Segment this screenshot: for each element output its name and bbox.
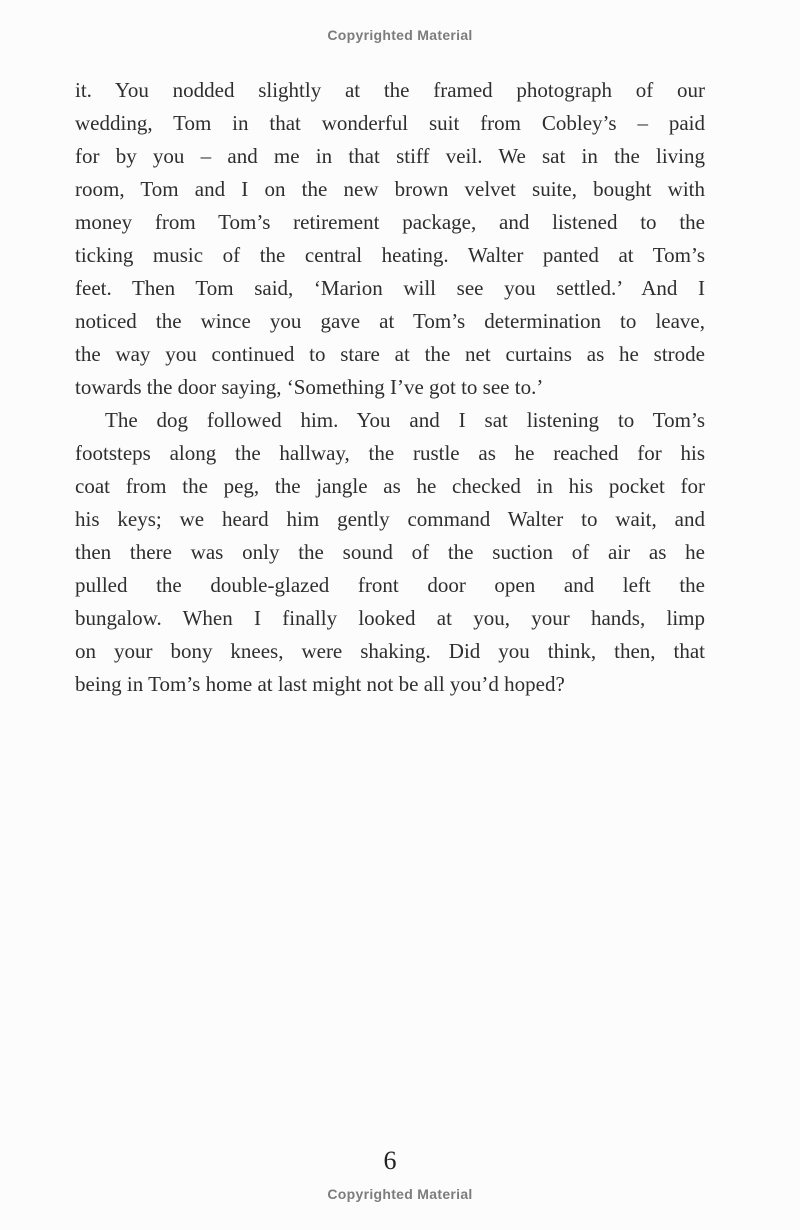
copyright-notice-bottom: Copyrighted Material: [327, 1186, 473, 1202]
paragraph: [75, 404, 705, 701]
text-line: being in Tom’s home at last might not be all you’d hoped?: [75, 672, 565, 696]
text-line: bungalow. When I finally looked at you, your hands, limp: [75, 606, 705, 630]
text-line: room, Tom and I on the new brown velvet suite, bought with: [75, 177, 705, 201]
text-line: ticking music of the central heating. Walter panted at Tom’s: [75, 243, 705, 267]
text-line: noticed the wince you gave at Tom’s determination to leave,: [75, 309, 705, 333]
text-line: footsteps along the hallway, the rustle as he reached for his: [75, 441, 705, 465]
text-line: it. You nodded slightly at the framed photograph of our: [75, 78, 705, 102]
text-line: his keys; we heard him gently command Walter to wait, and: [75, 507, 705, 531]
copyright-notice-top: Copyrighted Material: [327, 27, 473, 43]
text-line: the way you continued to stare at the net curtains as he strode: [75, 342, 705, 366]
text-line: for by you – and me in that stiff veil. We sat in the living: [75, 144, 705, 168]
text-line: pulled the double-glazed front door open and left the: [75, 573, 705, 597]
text-line: money from Tom’s retirement package, and listened to the: [75, 210, 705, 234]
page-number: 6: [383, 1146, 397, 1175]
text-line: then there was only the sound of the suction of air as he: [75, 540, 705, 564]
text-line: The dog followed him. You and I sat listening to Tom’s: [105, 408, 705, 432]
text-line: feet. Then Tom said, ‘Marion will see you settled.’ And I: [75, 276, 705, 300]
text-line: towards the door saying, ‘Something I’ve got to see to.’: [75, 375, 544, 399]
page-text: [75, 74, 705, 701]
text-line: on your bony knees, were shaking. Did you think, then, that: [75, 639, 705, 663]
text-line: wedding, Tom in that wonderful suit from Cobley’s – paid: [75, 111, 705, 135]
text-line: coat from the peg, the jangle as he checked in his pocket for: [75, 474, 705, 498]
paragraph: [75, 74, 705, 404]
